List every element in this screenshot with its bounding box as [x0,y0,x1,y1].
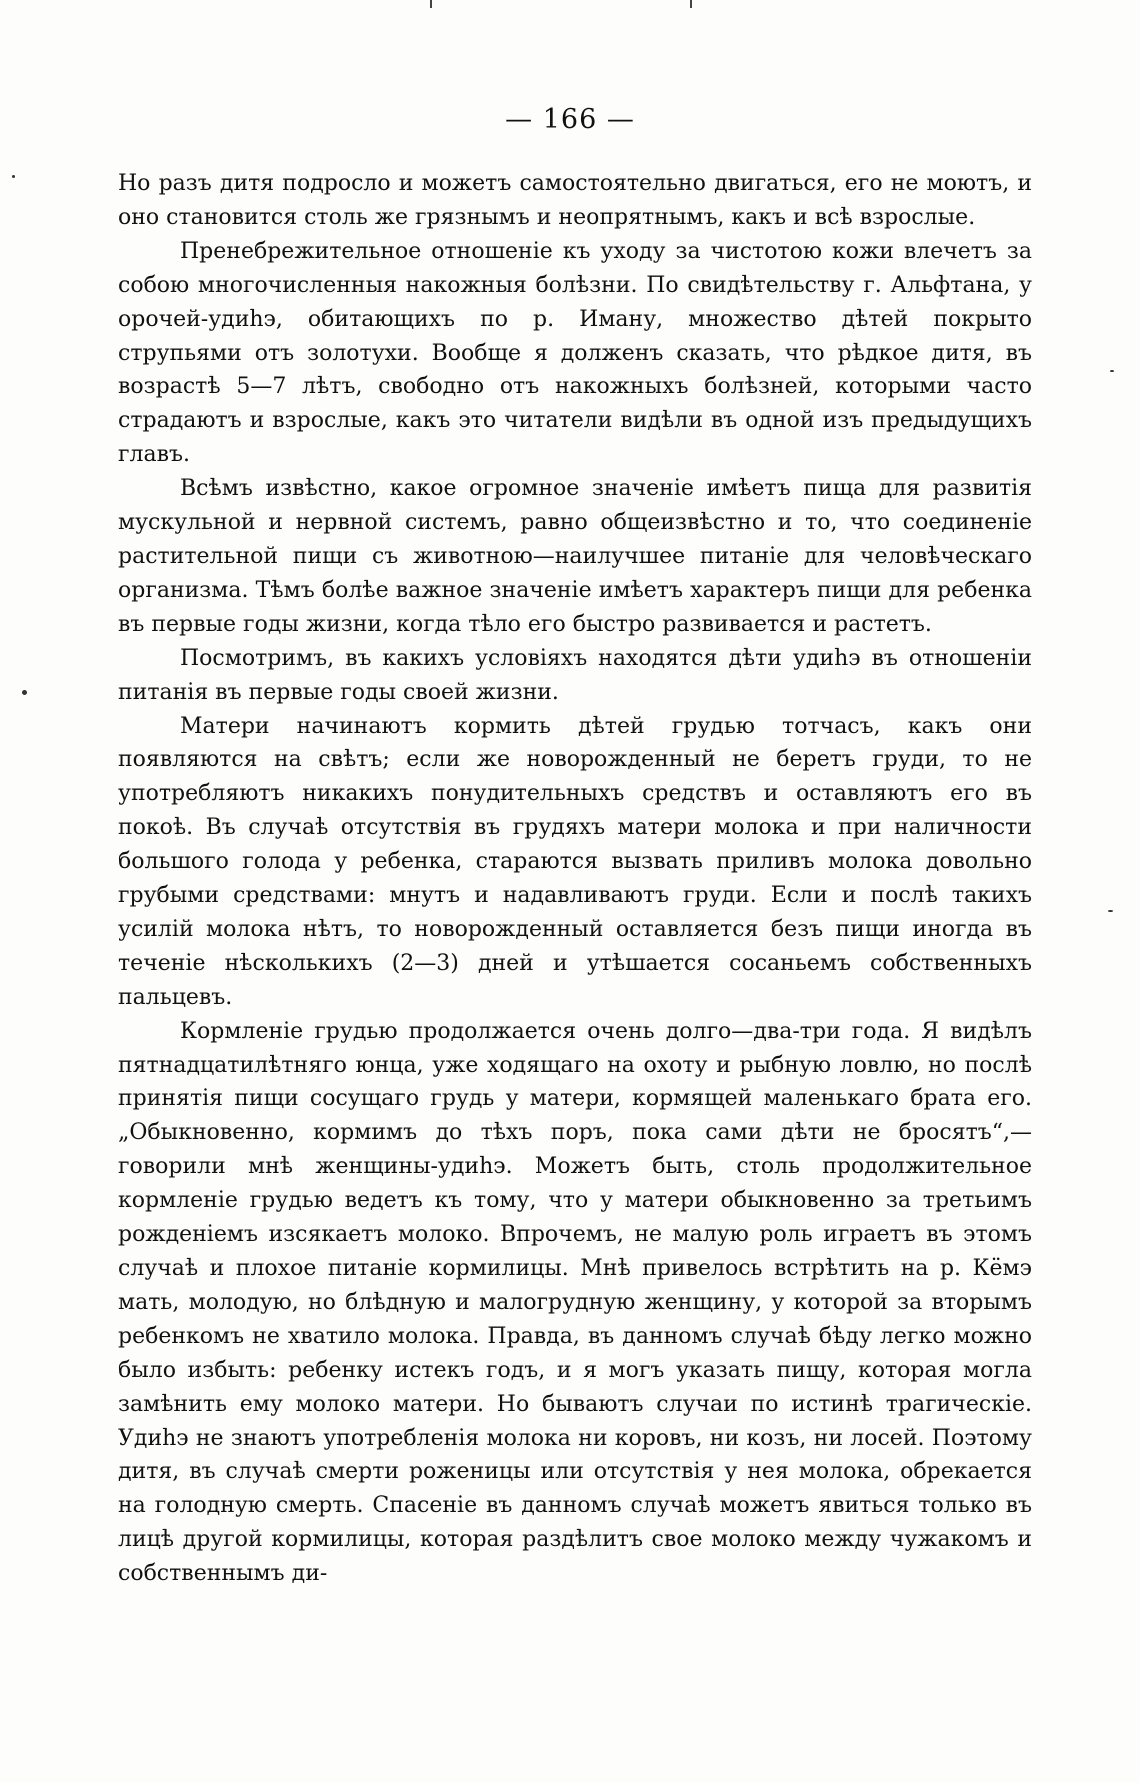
paragraph-breastfeeding-duration: Кормленіе грудью продолжается очень долго—два-три года. Я видѣлъ пятнадцатилѣтняго юнца, уже ходящаго на охоту и рыбную ловлю, но послѣ принятія пищи сосущаго грудь у матери, кормящей маленькаго брата его. „Обыкновенно, кормимъ до тѣхъ поръ, пока сами дѣти не бросятъ“,—говорили мнѣ женщины-удиһэ. Можетъ быть, столь продолжительное кормленіе грудью ведетъ къ тому, что у матери обыкновенно за третьимъ рожденіемъ изсякаетъ молоко. Впрочемъ, не малую роль играетъ въ этомъ случаѣ и плохое питаніе кормилицы. Мнѣ привелось встрѣтить на р. Кёмэ мать, молодую, но блѣдную и малогрудную женщину, у которой за вторымъ ребенкомъ не хватило молока. Правда, въ данномъ случаѣ бѣду легко можно было избыть: ребенку истекъ годъ, и я могъ указать пищу, которая могла замѣнить ему молоко матери. Но бываютъ случаи по истинѣ трагическіе. Удиһэ не знаютъ употребленія молока ни коровъ, ни козъ, ни лосей. Поэтому дитя, въ случаѣ смерти роженицы или отсутствія у нея молока, обрекается на голодную смерть. Спасеніе въ данномъ случаѣ можетъ явиться только въ лицѣ другой кормилицы, которая раздѣлитъ свое молоко между чужакомъ и собственнымъ ди- [118,1018,1032,1587]
paragraph-children-nutrition: Посмотримъ, въ какихъ условіяхъ находятся дѣти удиһэ въ отношеніи питанія въ первые годы своей жизни. [118,645,1032,705]
scan-speck-left [12,175,15,178]
scan-speck-right-lower [1108,910,1113,912]
page-number: — 166 — [505,104,635,135]
paragraph-skin-diseases: Пренебрежительное отношеніе къ уходу за чистотою кожи влечетъ за собою многочисленныя накожныя болѣзни. По свидѣтельству г. Альфтана, у орочей-удиһэ, обитающихъ по р. Иману, множество дѣтей покрыто струпьями отъ золотухи. Вообще я долженъ сказать, что рѣдкое дитя, въ возрастѣ 5—7 лѣтъ, свободно отъ накожныхъ болѣзней, которыми часто страдаютъ и взрослые, какъ это читатели видѣли въ одной изъ предыдущихъ главъ. [118,238,1032,468]
body-text [118,167,1032,1591]
paragraph-continued: Но разъ дитя подросло и можетъ самостоятельно двигаться, его не моютъ, и оно становится столь же грязнымъ и неопрятнымъ, какъ и всѣ взрослые. [118,171,1032,230]
paragraph-breastfeeding-start: Матери начинаютъ кормить дѣтей грудью тотчасъ, какъ они появляются на свѣтъ; если же новорожденный не беретъ груди, то не употребляютъ никакихъ понудительныхъ средствъ и оставляютъ его въ покоѣ. Въ случаѣ отсутствія въ грудяхъ матери молока и при наличности большого голода у ребенка, стараются вызвать приливъ молока довольно грубыми средствами: мнутъ и надавливаютъ груди. Если и послѣ такихъ усилій молока нѣтъ, то новорожденный оставляется безъ пищи иногда въ теченіе нѣсколькихъ (2—3) дней и утѣшается сосаньемъ собственныхъ пальцевъ. [118,713,1032,1010]
scan-speck-margin [22,690,27,695]
paragraph-food-importance: Всѣмъ извѣстно, какое огромное значеніе имѣетъ пища для развитія мускульной и нервной системъ, равно общеизвѣстно и то, что соединеніе растительной пищи съ животною—наилучшее питаніе для человѣческаго организма. Тѣмъ болѣе важное значеніе имѣетъ характеръ пищи для ребенка въ первые годы жизни, когда тѣло его быстро развивается и растетъ. [118,476,1032,637]
scan-mark-top-left [430,0,432,8]
scan-speck-right [1110,370,1114,372]
scan-mark-top-right [690,0,692,8]
